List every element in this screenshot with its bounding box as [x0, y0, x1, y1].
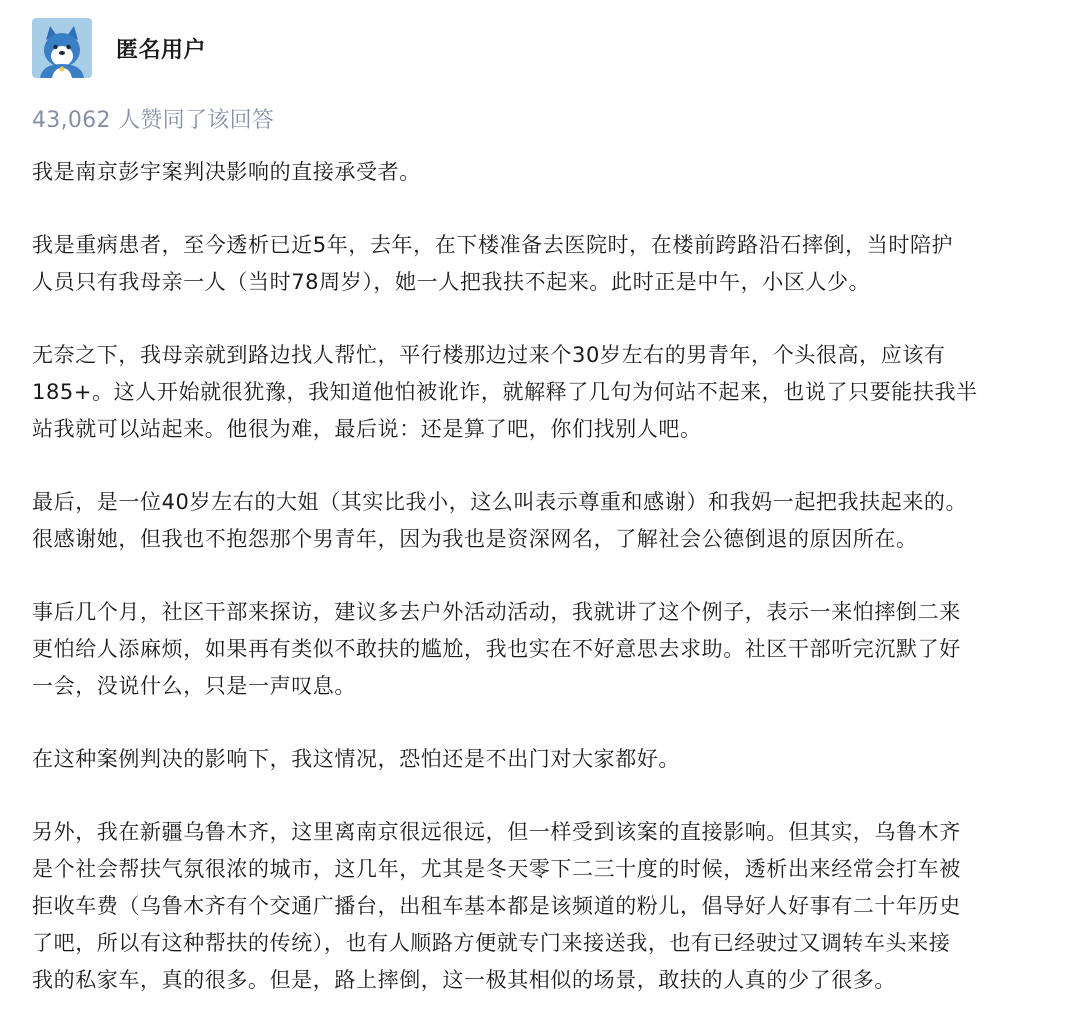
- author-name[interactable]: 匿名用户: [116, 37, 207, 63]
- answer-paragraph: 最后，是一位40岁左右的大姐（其实比我小，这么叫表示尊重和感谢）和我妈一起把我扶起来的。 很感谢她，但我也不抱怨那个男青年，因为我也是资深网名，了解社会公德倒退的原因所在。: [32, 490, 968, 551]
- answer-paragraph: 另外，我在新疆乌鲁木齐，这里离南京很远很远，但一样受到该案的直接影响。但其实，乌鲁木齐 是个社会帮扶气氛很浓的城市，这几年，尤其是冬天零下二三十度的时候，透析出来经常会打车被 拒收车费（乌鲁木齐有个交通广播台，出租车基本都是该频道的粉儿，倡导好人好事有二十年历史 了吧，所以有这种帮扶的传统），也有人顺路方便就专门来接送我，也有已经驶过又调转车头来接 我的私家车，真的很多。但是，路上摔倒，这一极其相似的场景，敢扶的人真的少了很多。: [32, 820, 961, 992]
- vote-count: 43,062 人赞同了该回答: [32, 108, 275, 133]
- anonymous-user-avatar-icon[interactable]: [32, 18, 92, 78]
- answer-content: [32, 154, 1072, 999]
- author-info: [32, 18, 206, 78]
- answer-paragraph: 无奈之下，我母亲就到路边找人帮忙，平行楼那边过来个30岁左右的男青年，个头很高，应该有 185+。这人开始就很犹豫，我知道他怕被讹诈，就解释了几句为何站不起来，也说了只要能扶我半 站我就可以站起来。他很为难，最后说：还是算了吧，你们找别人吧。: [32, 343, 978, 441]
- answer-paragraph: 我是重病患者，至今透析已近5年，去年，在下楼准备去医院时，在楼前跨路沿石摔倒，当时陪护 人员只有我母亲一人（当时78周岁），她一人把我扶不起来。此时正是中午，小区人少。: [32, 233, 954, 294]
- answer-paragraph: 我是南京彭宇案判决影响的直接承受者。: [32, 160, 421, 184]
- answer-paragraph: 在这种案例判决的影响下，我这情况，恐怕还是不出门对大家都好。: [32, 747, 680, 771]
- answer-paragraph: 事后几个月，社区干部来探访，建议多去户外活动活动，我就讲了这个例子，表示一来怕摔倒二来 更怕给人添麻烦，如果再有类似不敢扶的尴尬，我也实在不好意思去求助。社区干部听完沉默了好 一会，没说什么，只是一声叹息。: [32, 600, 961, 698]
